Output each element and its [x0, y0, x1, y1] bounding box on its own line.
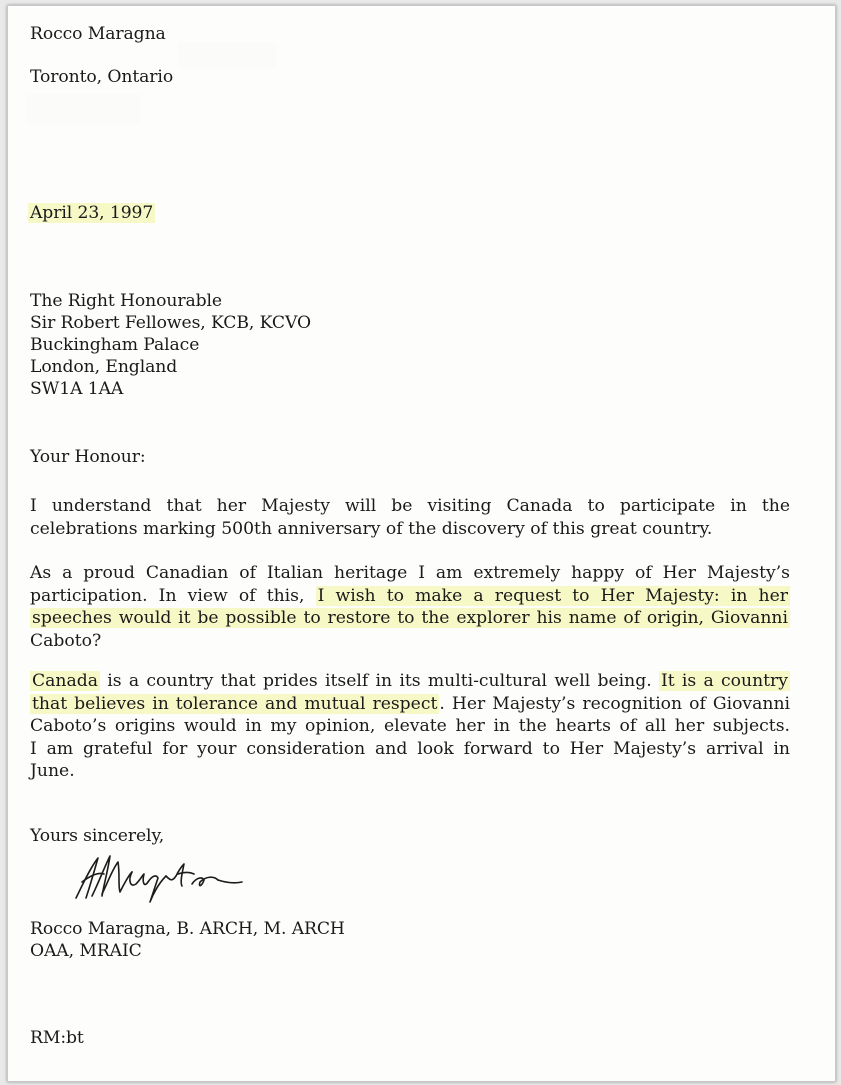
closing: Yours sincerely, — [30, 826, 165, 846]
paragraph-line: June. — [30, 761, 75, 781]
paragraph-line: celebrations marking 500th anniversary of the discovery of this great country. — [30, 518, 713, 539]
signature-credentials: OAA, MRAIC — [30, 941, 142, 961]
salutation: Your Honour: — [30, 447, 146, 467]
body-paragraph-1 — [30, 495, 790, 540]
body-paragraph-3 — [30, 670, 790, 783]
paragraph-text: is a country that prides itself in its multi-cultural well being. — [99, 671, 659, 691]
handwritten-signature — [68, 846, 258, 906]
paragraph-text: participation. In view of this, — [30, 585, 305, 606]
recipient-line-1: The Right Honourable — [30, 291, 223, 311]
redaction-block — [178, 42, 276, 68]
letter-date — [28, 202, 155, 224]
paragraph-text: . Her Majesty’s recognition of Giovanni — [439, 693, 791, 714]
reference-initials: RM:bt — [30, 1028, 84, 1048]
paragraph-line: I am grateful for your consideration and look forward to Her Majesty’s arrival in — [30, 738, 790, 759]
paragraph-line: Caboto’s origins would in my opinion, elevate her in the hearts of all her subjects. — [30, 716, 790, 736]
paragraph-line — [30, 693, 790, 716]
paragraph-line: As a proud Canadian of Italian heritage I am extremely happy of Her Majesty’s — [30, 563, 790, 583]
sender-name: Rocco Maragna — [30, 24, 166, 44]
highlighted-phrase: It is a country — [660, 671, 788, 691]
sender-city: Toronto, Ontario — [30, 67, 174, 87]
paragraph-line: I understand that her Majesty will be visiting Canada to participate in the — [30, 496, 790, 516]
recipient-line-2: Sir Robert Fellowes, KCB, KCVO — [30, 313, 311, 333]
recipient-line-5: SW1A 1AA — [30, 379, 124, 399]
highlighted-request: speeches would it be possible to restore to the explorer his name of origin, Giovanni — [32, 608, 788, 628]
letter-page — [7, 5, 836, 1082]
paragraph-line — [30, 585, 790, 608]
redaction-block — [26, 94, 140, 124]
highlighted-date: April 23, 1997 — [30, 203, 154, 223]
signature-name: Rocco Maragna, B. ARCH, M. ARCH — [30, 919, 345, 939]
paragraph-line — [30, 607, 790, 630]
highlighted-request: I wish to make a request to Her Majesty: in her — [317, 585, 789, 606]
paragraph-line: Caboto? — [30, 630, 102, 651]
paragraph-line — [30, 670, 790, 693]
recipient-line-3: Buckingham Palace — [30, 335, 200, 355]
highlighted-phrase: that believes in tolerance and mutual respect — [32, 693, 438, 714]
highlighted-word: Canada — [32, 671, 98, 691]
body-paragraph-2 — [30, 562, 790, 652]
recipient-line-4: London, England — [30, 357, 178, 377]
